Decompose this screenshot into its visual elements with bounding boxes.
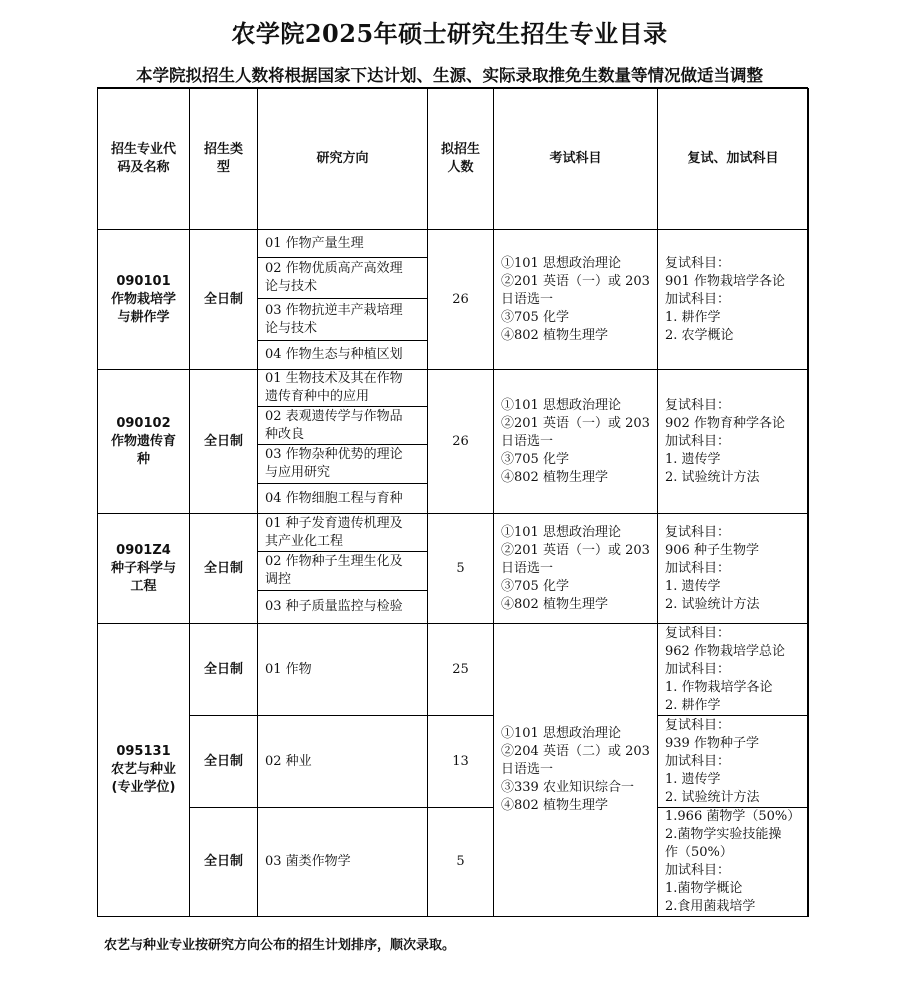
retest-cell-line: 2.食用菌栽培学 xyxy=(665,899,756,914)
retest-cell-line: 复试科目： xyxy=(665,524,731,540)
retest-cell-line: 2. 试验统计方法 xyxy=(665,789,760,805)
retest-cell-line: 2. 耕作学 xyxy=(665,697,721,713)
type-cell xyxy=(189,513,258,624)
retest-cell-text xyxy=(665,524,760,614)
retest-cell-line: 1.菌物学概论 xyxy=(665,881,743,896)
retest-cell-line: 906 种子生物学 xyxy=(665,542,759,558)
count-cell xyxy=(427,229,494,370)
count-cell-text: 13 xyxy=(452,753,469,769)
direction-cell-line: 种改良 xyxy=(265,426,305,442)
count-cell-text: 5 xyxy=(456,560,465,576)
direction-cell xyxy=(257,298,428,341)
exam-cell xyxy=(493,369,658,514)
retest-cell-text xyxy=(665,717,760,807)
direction-cell xyxy=(257,229,428,258)
header-type-line: 招生类 xyxy=(203,142,243,157)
exam-cell-line: 日语选一 xyxy=(501,762,554,777)
count-cell-text: 26 xyxy=(452,291,469,307)
major-cell-line: 农艺与种业 xyxy=(110,762,176,777)
retest-cell xyxy=(657,623,809,716)
exam-cell-line: ③705 化学 xyxy=(501,578,569,594)
retest-cell-line: 902 作物育种学各论 xyxy=(665,415,785,431)
direction-cell xyxy=(257,340,428,370)
direction-cell xyxy=(257,483,428,514)
header-type xyxy=(189,88,258,230)
header-count xyxy=(427,88,494,230)
exam-cell-line: 日语选一 xyxy=(501,291,554,307)
major-cell-text xyxy=(111,743,176,797)
direction-cell-text xyxy=(265,408,403,444)
retest-cell-line: 复试科目： xyxy=(665,255,731,271)
major-cell-line: 与耕作学 xyxy=(117,309,170,325)
retest-cell xyxy=(657,715,809,808)
exam-cell-text xyxy=(501,255,650,345)
direction-cell-text xyxy=(265,598,403,616)
direction-cell-line: 02 表观遗传学与作物品 xyxy=(265,408,403,424)
count-cell xyxy=(427,623,494,716)
direction-cell xyxy=(257,551,428,591)
exam-cell-line: ②201 英语（一）或 203 xyxy=(501,273,650,289)
retest-cell xyxy=(657,807,809,917)
retest-cell-line: 加试科目： xyxy=(665,560,731,576)
major-cell-text xyxy=(111,542,176,596)
header-direction-text: 研究方向 xyxy=(316,151,369,166)
header-major-line: 码及名称 xyxy=(117,160,170,175)
retest-cell-line: 加试科目： xyxy=(665,433,731,449)
major-cell-line: 作物遗传育 xyxy=(110,433,176,449)
direction-cell xyxy=(257,513,428,552)
retest-cell-line: 2. 试验统计方法 xyxy=(665,596,760,612)
exam-cell xyxy=(493,623,658,917)
header-count-line: 人数 xyxy=(447,160,474,175)
major-cell-line: (专业学位) xyxy=(111,780,176,795)
retest-cell-line: 1. 遗传学 xyxy=(665,451,721,467)
exam-cell-line: 日语选一 xyxy=(501,433,554,449)
major-cell xyxy=(97,229,190,370)
exam-cell-line: 日语选一 xyxy=(501,560,554,576)
count-cell-text: 26 xyxy=(452,433,469,449)
direction-cell-line: 01 种子发育遗传机理及 xyxy=(265,515,403,531)
type-cell xyxy=(189,715,258,808)
retest-cell-line: 962 作物栽培学总论 xyxy=(665,643,785,659)
header-major-text xyxy=(111,141,176,177)
direction-cell-line: 01 生物技术及其在作物 xyxy=(265,371,403,386)
exam-cell-line: ④802 植物生理学 xyxy=(501,596,608,612)
header-count-text xyxy=(441,141,480,177)
exam-cell xyxy=(493,513,658,624)
major-cell xyxy=(97,513,190,624)
exam-cell-line: ③705 化学 xyxy=(501,309,569,325)
direction-cell xyxy=(257,807,428,917)
direction-cell xyxy=(257,444,428,484)
header-retest xyxy=(657,88,809,230)
header-direction xyxy=(257,88,428,230)
exam-cell-line: ②201 英语（一）或 203 xyxy=(501,415,650,431)
direction-cell-line: 其产业化工程 xyxy=(265,533,344,549)
exam-cell-line: ④802 植物生理学 xyxy=(501,469,608,485)
retest-cell-line: 1. 遗传学 xyxy=(665,578,721,594)
header-type-line: 型 xyxy=(216,160,230,175)
retest-cell-line: 1. 遗传学 xyxy=(665,771,721,787)
direction-cell xyxy=(257,623,428,716)
header-count-line: 拟招生 xyxy=(440,142,480,157)
retest-cell-line: 加试科目： xyxy=(665,863,731,878)
page-subtitle: 本学院拟招生人数将根据国家下达计划、生源、实际录取推免生数量等情况做适当调整 xyxy=(136,66,763,85)
header-major xyxy=(97,88,190,230)
exam-cell-line: ③705 化学 xyxy=(501,451,569,467)
exam-cell-line: ④802 植物生理学 xyxy=(501,327,608,343)
count-cell xyxy=(427,807,494,917)
type-cell xyxy=(189,807,258,917)
direction-cell-text xyxy=(265,553,403,589)
direction-cell xyxy=(257,590,428,624)
type-cell-text: 全日制 xyxy=(203,854,243,869)
count-cell xyxy=(427,369,494,514)
major-cell xyxy=(97,369,190,514)
header-type-text xyxy=(204,141,243,177)
direction-cell-text: 03 菌类作物学 xyxy=(265,854,351,869)
count-cell xyxy=(427,715,494,808)
retest-cell-line: 1. 耕作学 xyxy=(665,309,721,325)
retest-cell-line: 作（50%） xyxy=(665,845,733,860)
retest-cell-line: 复试科目： xyxy=(665,625,731,641)
type-cell xyxy=(189,229,258,370)
exam-cell xyxy=(493,229,658,370)
direction-cell-text xyxy=(265,515,403,551)
retest-cell-line: 2. 试验统计方法 xyxy=(665,469,760,485)
direction-cell-text: 01 作物 xyxy=(265,661,312,677)
retest-cell xyxy=(657,369,809,514)
retest-cell-text xyxy=(665,255,785,345)
major-cell xyxy=(97,623,190,917)
direction-cell-line: 04 作物生态与种植区划 xyxy=(265,347,403,362)
header-exam-text: 考试科目 xyxy=(549,151,602,166)
retest-cell-text xyxy=(665,625,785,715)
count-cell-text: 25 xyxy=(452,661,469,677)
direction-cell xyxy=(257,406,428,445)
major-cell-text xyxy=(111,415,176,469)
direction-cell-line: 与应用研究 xyxy=(265,465,331,480)
major-cell-line: 095131 xyxy=(116,744,171,759)
header-exam xyxy=(493,88,658,230)
retest-cell-text xyxy=(665,397,785,487)
retest-cell xyxy=(657,229,809,370)
major-cell-line: 工程 xyxy=(130,578,157,594)
page-title: 农学院2025年硕士研究生招生专业目录 xyxy=(231,19,668,48)
exam-cell-line: ③339 农业知识综合一 xyxy=(501,780,634,795)
retest-cell-line: 加试科目： xyxy=(665,291,731,307)
direction-cell-line: 01 作物产量生理 xyxy=(265,235,364,251)
count-cell xyxy=(427,513,494,624)
header-major-line: 招生专业代 xyxy=(110,142,176,157)
major-cell-line: 0901Z4 xyxy=(116,542,171,558)
direction-cell-line: 02 作物种子生理生化及 xyxy=(265,554,403,569)
header-retest-text: 复试、加试科目 xyxy=(687,151,779,166)
retest-cell-line: 1. 作物栽培学各论 xyxy=(665,679,773,695)
retest-cell-line: 939 作物种子学 xyxy=(665,735,759,751)
direction-cell-line: 遗传育种中的应用 xyxy=(265,389,370,404)
direction-cell xyxy=(257,715,428,808)
major-cell-line: 种 xyxy=(136,451,150,467)
major-cell-text xyxy=(111,273,176,327)
retest-cell-line: 901 作物栽培学各论 xyxy=(665,273,785,289)
direction-cell-line: 02 作物优质高产高效理 xyxy=(265,261,403,276)
retest-cell-line: 2.菌物学实验技能操 xyxy=(665,827,782,842)
exam-cell-line: ①101 思想政治理论 xyxy=(501,255,621,271)
direction-cell-line: 论与技术 xyxy=(265,320,318,336)
retest-cell-line: 加试科目： xyxy=(665,661,731,677)
exam-cell-line: ④802 植物生理学 xyxy=(501,798,608,813)
exam-cell-text xyxy=(501,725,650,815)
exam-cell-line: ①101 思想政治理论 xyxy=(501,397,621,413)
type-cell xyxy=(189,369,258,514)
retest-cell-line: 复试科目： xyxy=(665,397,731,413)
exam-cell-line: ②201 英语（一）或 203 xyxy=(501,542,650,558)
direction-cell-text xyxy=(265,260,403,296)
retest-cell-line: 复试科目： xyxy=(665,717,731,733)
retest-cell-line: 1.966 菌物学（50%） xyxy=(665,809,801,824)
major-cell-line: 作物栽培学 xyxy=(110,291,176,307)
major-cell-line: 090102 xyxy=(116,415,171,431)
exam-cell-text xyxy=(501,524,650,614)
footnote: 农艺与种业专业按研究方向公布的招生计划排序，顺次录取。 xyxy=(104,938,456,953)
direction-cell-line: 04 作物细胞工程与育种 xyxy=(265,490,403,506)
direction-cell-text xyxy=(265,490,403,508)
direction-cell-text xyxy=(265,302,403,338)
type-cell-text: 全日制 xyxy=(203,560,243,576)
type-cell-text: 全日制 xyxy=(203,433,243,449)
exam-cell-line: ①101 思想政治理论 xyxy=(501,726,621,741)
exam-cell-line: ①101 思想政治理论 xyxy=(501,524,621,540)
type-cell-text: 全日制 xyxy=(203,661,243,677)
type-cell-text: 全日制 xyxy=(203,753,243,769)
exam-cell-text xyxy=(501,397,650,487)
direction-cell-text xyxy=(265,235,364,253)
retest-cell-text xyxy=(665,808,800,916)
major-cell-line: 090101 xyxy=(116,273,171,289)
direction-cell-text xyxy=(265,446,403,482)
direction-cell-text xyxy=(265,346,403,364)
direction-cell xyxy=(257,257,428,299)
exam-cell-line: ②204 英语（二）或 203 xyxy=(501,744,650,759)
direction-cell-line: 论与技术 xyxy=(265,279,318,294)
major-cell-line: 种子科学与 xyxy=(110,560,176,576)
retest-cell-line: 加试科目： xyxy=(665,753,731,769)
direction-cell-line: 03 作物杂种优势的理论 xyxy=(265,447,403,462)
direction-cell xyxy=(257,369,428,407)
direction-cell-line: 03 作物抗逆丰产栽培理 xyxy=(265,302,403,318)
direction-cell-text xyxy=(265,370,403,406)
type-cell xyxy=(189,623,258,716)
count-cell-text: 5 xyxy=(456,854,465,869)
retest-cell xyxy=(657,513,809,624)
retest-cell-line: 2. 农学概论 xyxy=(665,327,734,343)
direction-cell-line: 03 种子质量监控与检验 xyxy=(265,599,403,614)
direction-cell-text: 02 种业 xyxy=(265,753,312,769)
direction-cell-line: 调控 xyxy=(265,572,292,587)
type-cell-text: 全日制 xyxy=(203,291,243,307)
